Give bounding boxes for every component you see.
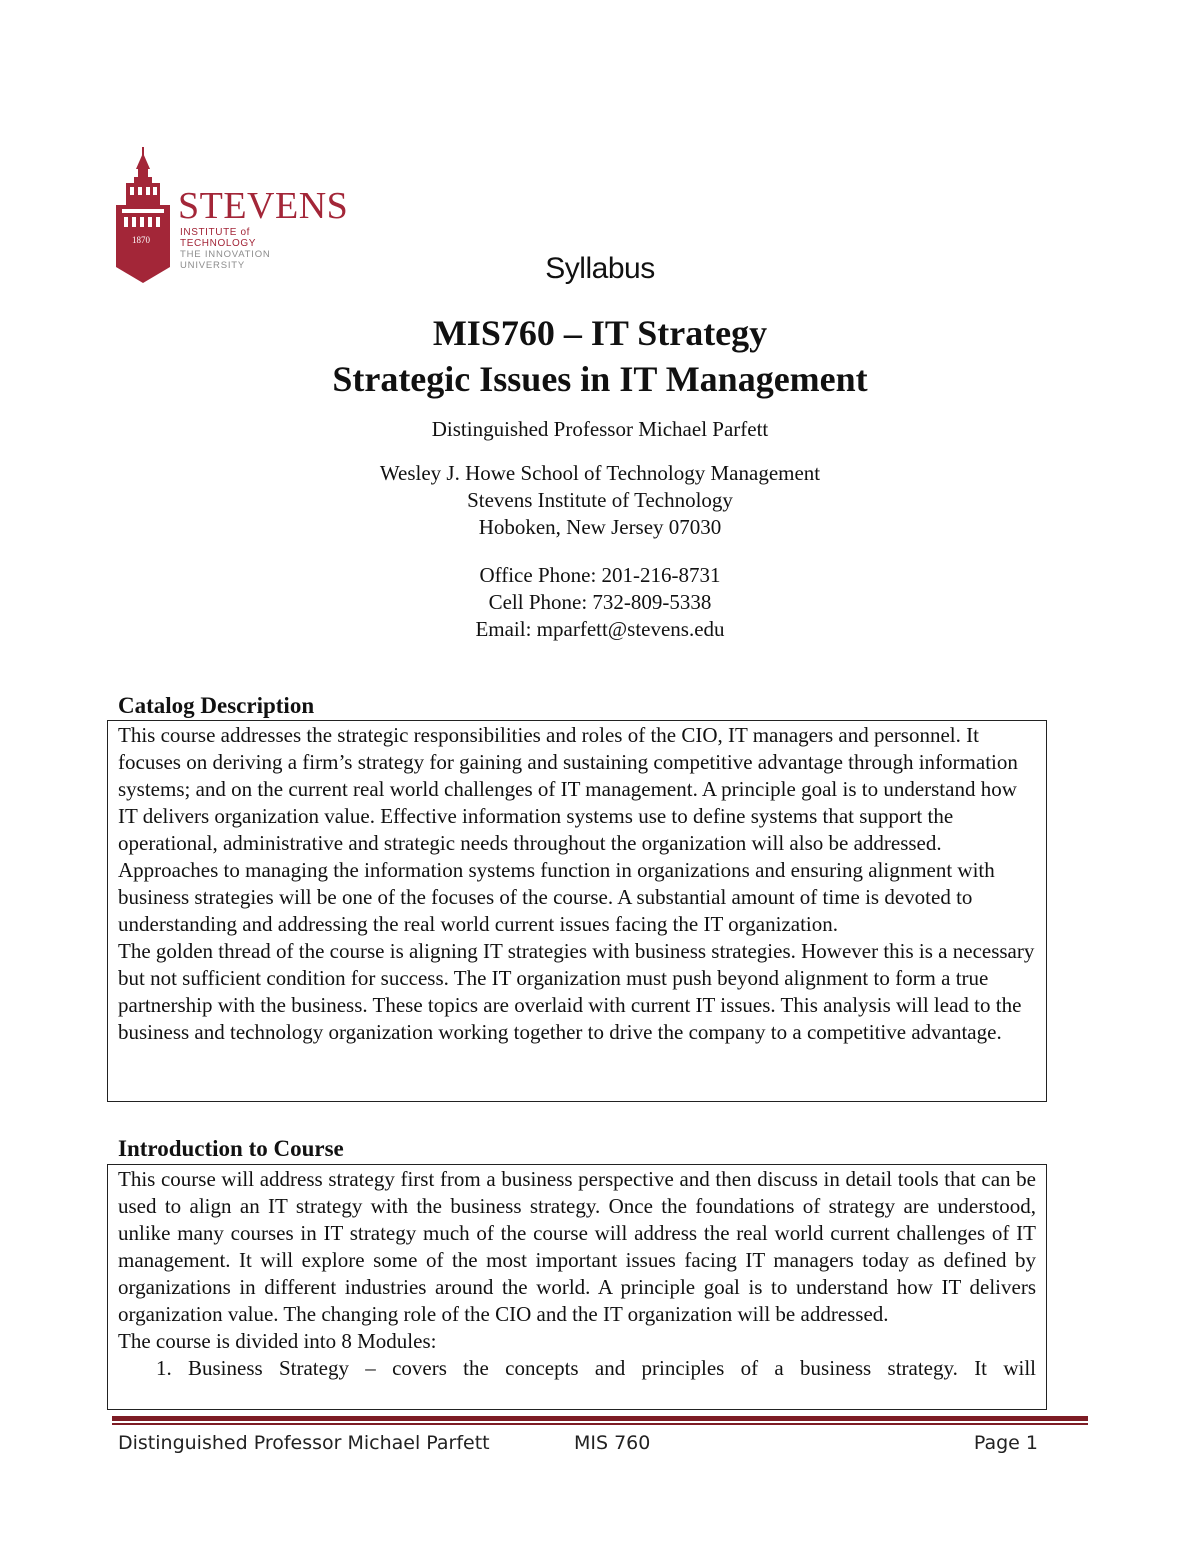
office-phone: Office Phone: 201-216-8731 [479,563,721,587]
footer-rule [112,1416,1088,1421]
school-address [0,460,1200,541]
page-number: Page 1 [973,1432,1038,1454]
module-text: Business Strategy – covers the concepts and principles of a business strategy. It will [188,1356,1036,1380]
footer-author: Distinguished Professor Michael Parfett [118,1432,490,1454]
catalog-description-box [107,720,1047,1102]
intro-box [107,1164,1047,1410]
professor-name: Distinguished Professor Michael Parfett [431,417,769,441]
cell-phone: Cell Phone: 732-809-5338 [488,590,712,614]
intro-heading: Introduction to Course [118,1136,344,1161]
logo-subtitle: INSTITUTE of TECHNOLOGY [180,227,257,249]
logo-tagline: THE INNOVATION UNIVERSITY [180,249,271,271]
doc-type-title: Syllabus [545,252,655,285]
list-item [118,1355,1036,1382]
page-footer [118,1432,1038,1462]
course-code-title: MIS760 – IT Strategy [432,313,768,353]
logo-year: 1870 [132,235,150,245]
contact-info [0,562,1200,643]
logo-wordmark: STEVENS [178,185,349,227]
catalog-paragraph: This course addresses the strategic responsibilities and roles of the CIO, IT managers and personnel. It focuses on deriving a firm’s strategy for gaining and sustaining competitive advantage through information systems; and on the current real world challenges of IT management. A principle goal is to understand how IT delivers organization value. Effective information systems use to define systems that support the operational, administrative and strategic needs throughout the organization will also be addressed. Approaches to managing the information systems function in organizations and ensuring alignment with business strategies will be one of the focuses of the course. A substantial amount of time is devoted to understanding and addressing the real world current issues facing the IT organization. [118,723,1018,936]
footer-rule-thin [112,1423,1088,1425]
module-list [118,1355,1036,1382]
footer-course: MIS 760 [574,1432,651,1454]
address-line: Wesley J. Howe School of Technology Management [379,461,821,485]
catalog-heading: Catalog Description [118,693,315,718]
course-title: Strategic Issues in IT Management [332,359,868,399]
modules-intro: The course is divided into 8 Modules: [118,1329,437,1353]
address-line: Stevens Institute of Technology [467,488,733,512]
intro-paragraph: This course will address strategy first from a business perspective and then discuss in detail tools that can be used to align an IT strategy with the business strategy. Once the foundations of strategy are understood, unlike many courses in IT strategy much of the course will address the real world current challenges of IT management. It will explore some of the most important issues facing IT managers today as defined by organizations in different industries around the world. A principle goal is to understand how IT delivers organization value. The changing role of the CIO and the IT organization will be addressed. [118,1167,1036,1326]
module-number: 1. [156,1356,172,1380]
email-address[interactable]: Email: mparfett@stevens.edu [475,617,725,641]
address-line: Hoboken, New Jersey 07030 [478,515,722,539]
catalog-paragraph: The golden thread of the course is aligning IT strategies with business strategies. However this is a necessary but not sufficient condition for success. The IT organization must push beyond alignment to form a true partnership with the business. These topics are overlaid with current IT issues. This analysis will lead to the business and technology organization working together to drive the company to a competitive advantage. [118,939,1035,1044]
